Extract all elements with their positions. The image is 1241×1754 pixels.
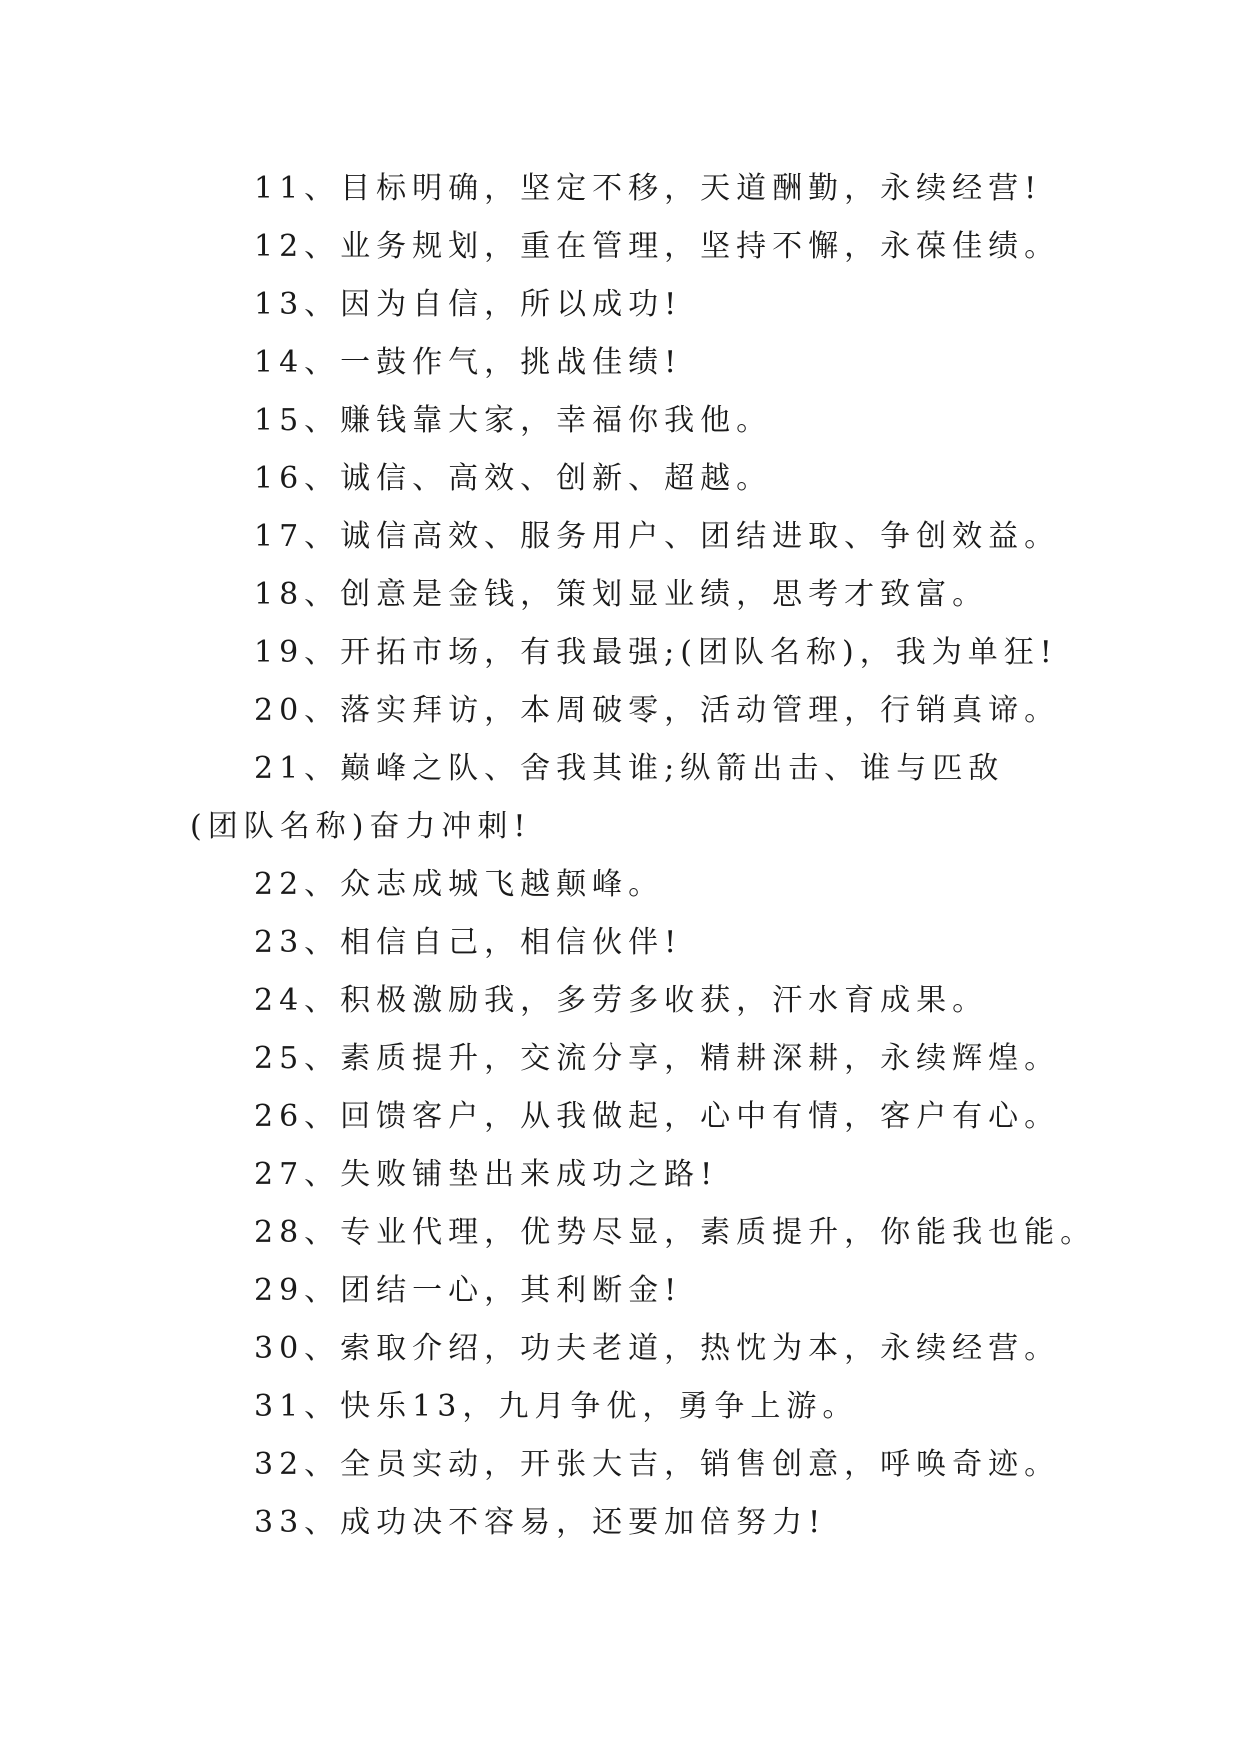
list-item: 21、巅峰之队、舍我其谁;纵箭出击、谁与匹敌(团队名称)奋力冲刺! — [190, 751, 1005, 844]
list-item: 23、相信自己，相信伙伴! — [254, 925, 683, 960]
list-item: 29、团结一心，其利断金! — [254, 1273, 683, 1308]
list-item: 22、众志成城飞越颠峰。 — [254, 867, 665, 902]
list-item: 12、业务规划，重在管理，坚持不懈，永葆佳绩。 — [254, 229, 1061, 264]
list-item: 16、诚信、高效、创新、超越。 — [254, 461, 773, 496]
list-item: 17、诚信高效、服务用户、团结进取、争创效益。 — [254, 519, 1061, 554]
list-item: 13、因为自信，所以成功! — [254, 287, 683, 322]
list-item: 25、素质提升，交流分享，精耕深耕，永续辉煌。 — [254, 1041, 1061, 1076]
list-item: 32、全员实动，开张大吉，销售创意，呼唤奇迹。 — [254, 1447, 1061, 1482]
list-item: 19、开拓市场，有我最强;(团队名称)，我为单狂! — [254, 635, 1058, 670]
list-item: 27、失败铺垫出来成功之路! — [254, 1157, 719, 1192]
list-item: 15、赚钱靠大家，幸福你我他。 — [254, 403, 773, 438]
list-item: 14、一鼓作气，挑战佳绩! — [254, 345, 683, 380]
list-item: 28、专业代理，优势尽显，素质提升，你能我也能。 — [254, 1215, 1097, 1250]
list-item: 18、创意是金钱，策划显业绩，思考才致富。 — [254, 577, 989, 612]
list-item: 30、索取介绍，功夫老道，热忱为本，永续经营。 — [254, 1331, 1061, 1366]
list-item: 26、回馈客户，从我做起，心中有情，客户有心。 — [254, 1099, 1061, 1134]
list-item: 20、落实拜访，本周破零，活动管理，行销真谛。 — [254, 693, 1061, 728]
slogan-list — [190, 160, 1097, 1552]
list-item: 24、积极激励我，多劳多收获，汗水育成果。 — [254, 983, 989, 1018]
list-item: 33、成功决不容易，还要加倍努力! — [254, 1505, 827, 1540]
list-item: 31、快乐13，九月争优，勇争上游。 — [254, 1389, 859, 1424]
list-item: 11、目标明确，坚定不移，天道酬勤，永续经营! — [254, 171, 1043, 206]
